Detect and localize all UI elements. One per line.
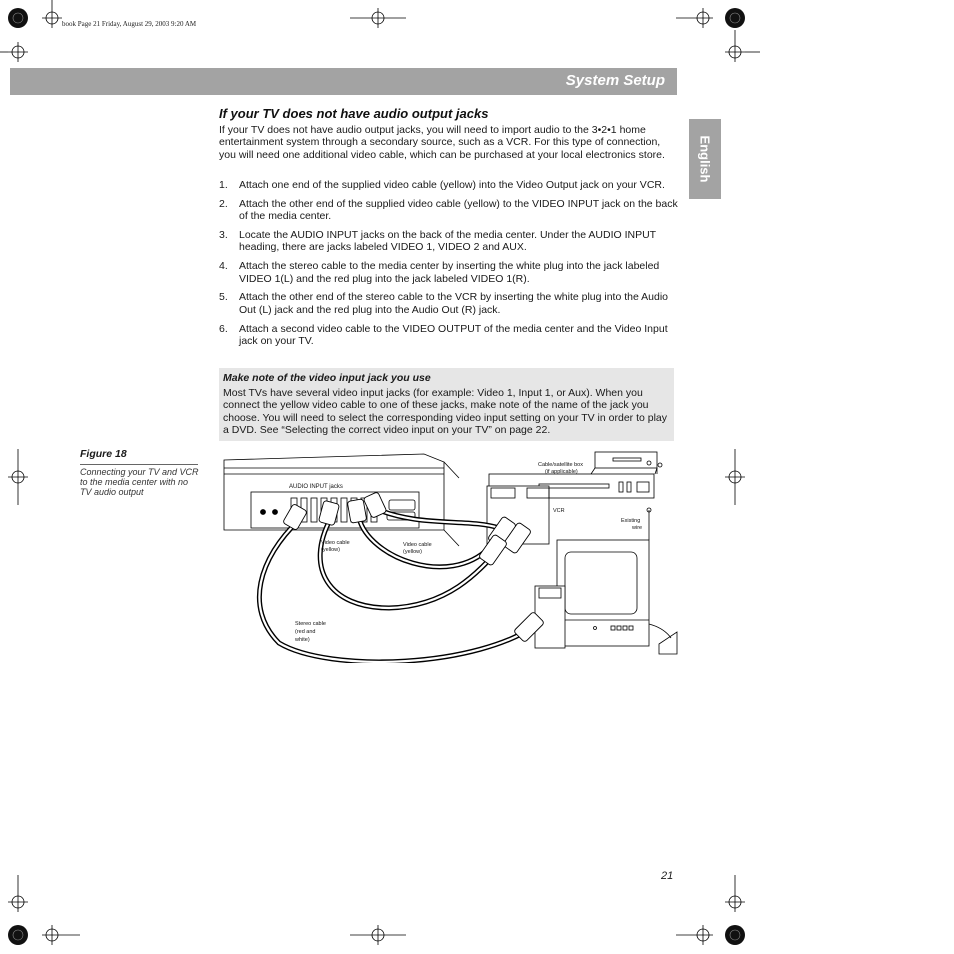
print-slug: book Page 21 Friday, August 29, 2003 9:20 AM: [62, 20, 197, 28]
language-tab-label: English: [697, 135, 713, 183]
callout-stereo-cable-colors-2: white): [295, 637, 310, 643]
step-text: Attach the other end of the supplied video cable (yellow) to the VIDEO INPUT jack on the back of the media center.: [239, 197, 678, 223]
callout-stereo-cable-colors: (red and: [295, 629, 316, 635]
note-box: [219, 368, 674, 441]
callout-existing-wire: Existing: [621, 518, 641, 524]
callout-cable-box: Cable/satellite box: [538, 462, 583, 468]
connection-diagram: [219, 448, 679, 663]
step-item: [219, 323, 679, 348]
step-number: 2.: [219, 197, 228, 210]
step-number: 3.: [219, 229, 228, 241]
callout-video-cable-1-color: (yellow): [321, 547, 340, 553]
callout-video-cable-2: Video cable: [403, 542, 432, 548]
section-subtitle: If your TV does not have audio output jacks: [219, 106, 489, 121]
step-number: 1.: [219, 179, 228, 191]
step-number: 5.: [219, 291, 228, 304]
section-title: System Setup: [565, 72, 665, 89]
callout-vcr: VCR: [553, 508, 565, 514]
callout-video-cable-1: Video cable: [321, 540, 350, 546]
page-number: 21: [661, 870, 674, 882]
figure-label: Figure 18: [80, 448, 127, 460]
callout-audio-input-jacks: AUDIO INPUT jacks: [289, 484, 343, 490]
step-item: [219, 260, 679, 285]
step-item: [219, 229, 679, 254]
step-text: Attach one end of the supplied video cable (yellow) into the Video Output jack on your VCR.: [239, 179, 665, 191]
step-text: Attach the stereo cable to the media center by inserting the white plug into the jack labeled VIDEO 1(L) and the red plug into the jack labeled VIDEO 1(R).: [239, 260, 660, 285]
callout-existing-wire-2: wire: [632, 525, 643, 531]
step-text: Locate the AUDIO INPUT jacks on the back of the media center. Under the AUDIO INPUT heading, there are jacks labeled VIDEO 1, VIDEO 2 and AUX.: [239, 229, 656, 254]
cable-box-illustration: [591, 452, 657, 474]
step-item: [219, 291, 679, 316]
steps-list: [219, 179, 679, 354]
tv-illustration: [535, 540, 649, 648]
step-text: Attach the other end of the stereo cable to the VCR by inserting the white plug into the Audio Out (L) jack and the red plug into the Audio Out (R) jack.: [239, 291, 669, 316]
note-text: Most TVs have several video input jacks (for example: Video 1, Input 1, or Aux). When you connect the yellow video cable to one of these jacks, make note of the name of the jack you choose. You will need to select the corresponding video input setting on your TV in order to play a DVD. See “Selecting the correct video input on your TV” on page 22.: [223, 387, 668, 437]
step-number: 4.: [219, 260, 228, 273]
language-tab: [689, 119, 721, 199]
step-item: [219, 179, 679, 191]
section-header-bar: [10, 68, 677, 95]
intro-paragraph: If your TV does not have audio output jacks, you will need to import audio to the 3•2•1 home entertainment system through a secondary source, such as a VCR. For this type of connection, you will need one additional video cable, which can be purchased at your local electronics store.: [219, 124, 665, 161]
step-number: 6.: [219, 322, 228, 335]
note-title: Make note of the video input jack you use: [223, 372, 431, 384]
callout-video-cable-2-color: (yellow): [403, 549, 422, 555]
step-item: [219, 198, 679, 223]
step-text: Attach a second video cable to the VIDEO OUTPUT of the media center and the Video Input jack on your TV.: [239, 322, 668, 348]
figure-caption: Connecting your TV and VCR to the media center with no TV audio output: [80, 467, 199, 497]
media-center-illustration: [224, 454, 459, 546]
callout-stereo-cable: Stereo cable: [295, 621, 326, 627]
callout-cable-box-note: (if applicable): [545, 469, 578, 475]
figure-rule: [80, 464, 198, 465]
